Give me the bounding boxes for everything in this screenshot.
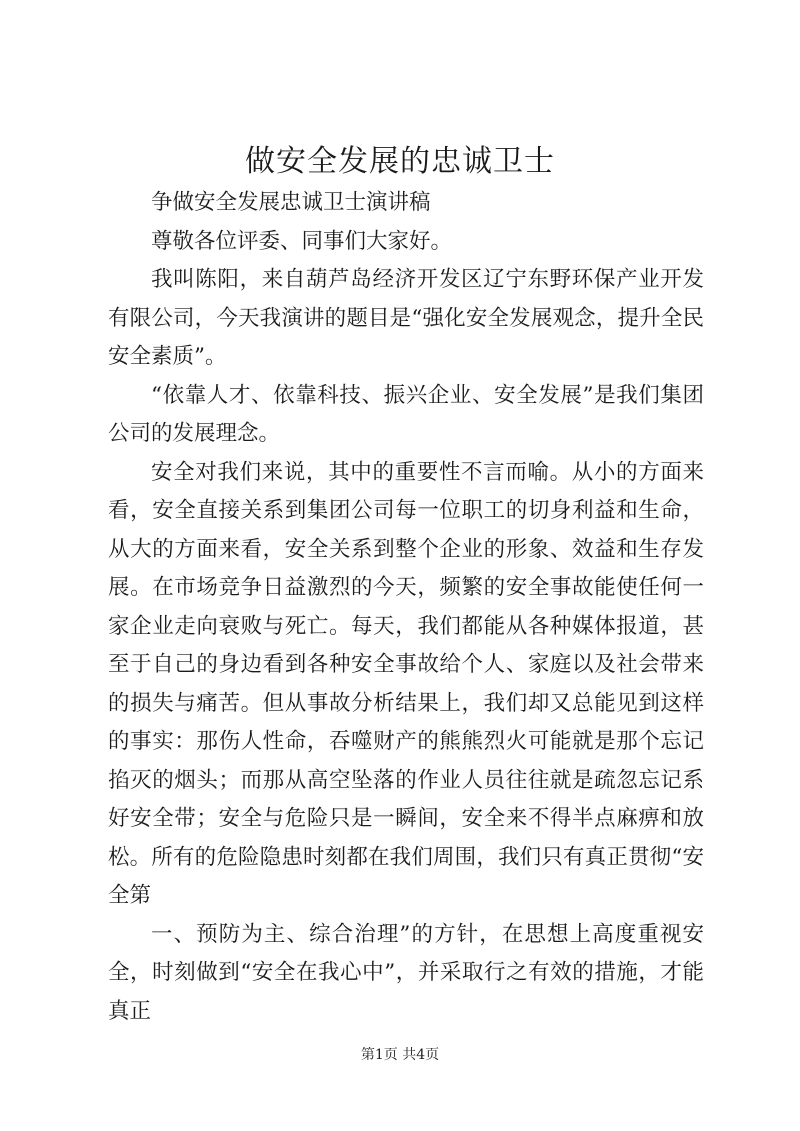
page-footer: 第1页 共4页 xyxy=(360,1047,440,1063)
paragraph-greeting: 尊敬各位评委、同事们大家好。 xyxy=(151,228,453,254)
paragraph-subtitle: 争做安全发展忠诚卫士演讲稿 xyxy=(151,190,431,215)
paragraph-introduction: 我叫陈阳，来自葫芦岛经济开发区辽宁东野环保产业开发有限公司，今天我演讲的题目是“强化安全发展观念，提升全民安全素质”。 xyxy=(108,267,704,369)
paragraph-safety-policy: 一、预防为主、综合治理”的方针，在思想上高度重视安全，时刻做到“安全在我心中”，并采取行之有效的措施，才能真正 xyxy=(108,921,704,1024)
document-title: 做安全发展的忠诚卫士 xyxy=(245,144,555,179)
paragraph-safety-importance: 安全对我们来说，其中的重要性不言而喻。从小的方面来看，安全直接关系到集团公司每一位职工的切身利益和生命，从大的方面来看，安全关系到整个企业的形象、效益和生存发展。在市场竞争日益激烈的今天，频繁的安全事故能使任何一家企业走向衰败与死亡。每天，我们都能从各种媒体报道，甚至于自己的身边看到各种安全事故给个人、家庭以及社会带来的损失与痛苦。但从事故分析结果上，我们却又总能见到这样的事实：那伤人性命，吞噬财产的熊熊烈火可能就是那个忘记掐灭的烟头；而那从高空坠落的作业人员往往就是疏忽忘记系好安全带；安全与危险只是一瞬间，安全来不得半点麻痹和放松。所有的危险隐患时刻都在我们周围，我们只有真正贯彻“安全第 xyxy=(108,459,704,908)
paragraph-company-philosophy: “依靠人才、依靠科技、振兴企业、安全发展”是我们集团公司的发展理念。 xyxy=(108,382,704,446)
document-body xyxy=(108,184,704,1031)
